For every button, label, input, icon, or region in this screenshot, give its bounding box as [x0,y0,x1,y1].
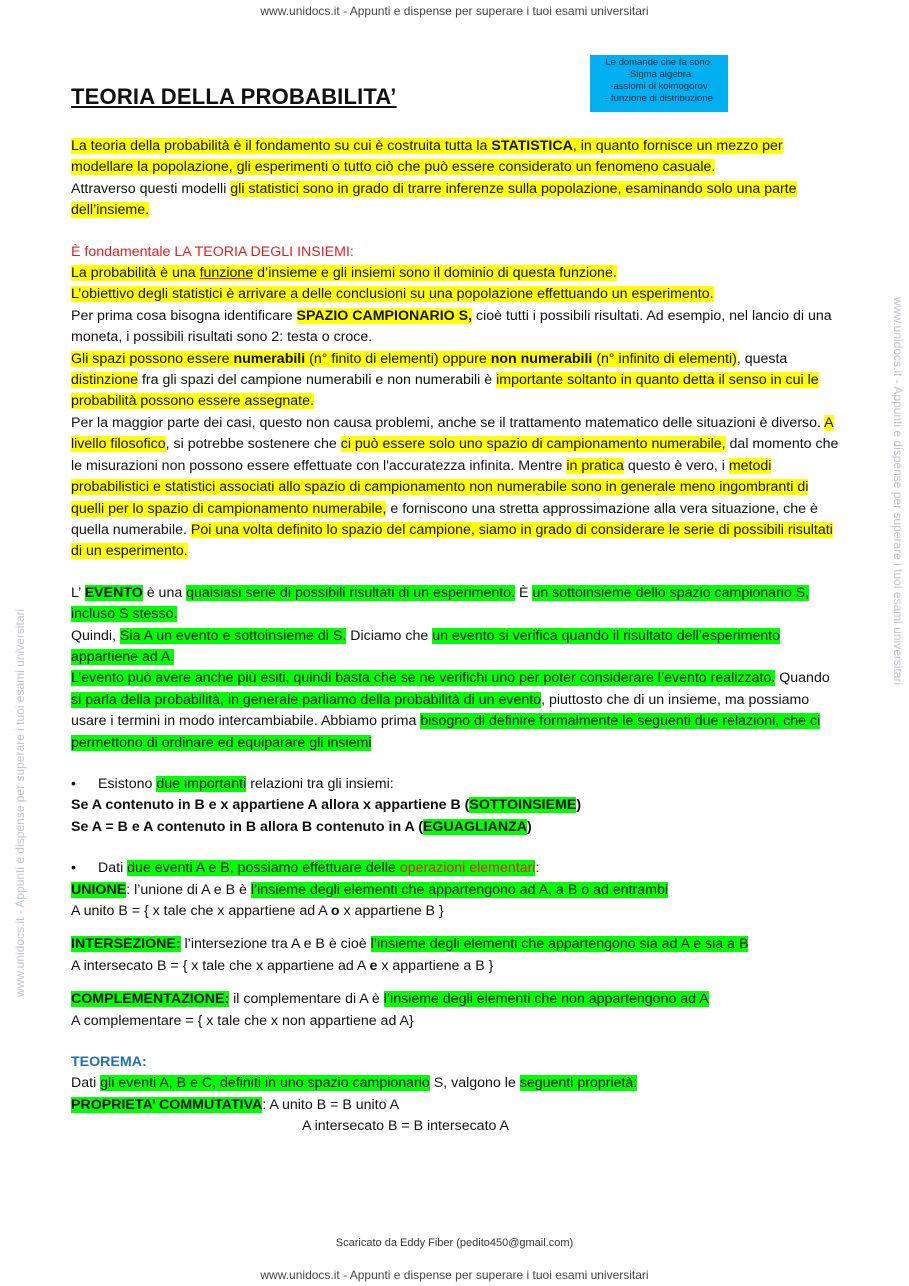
equality-relation: Se A = B e A contenuto in B allora B contenuto in A (EGUAGLIANZA) [71,818,532,835]
page-title: TEORIA DELLA PROBABILITA’ [71,84,397,109]
left-watermark: www.unidocs.it - Appunti e dispense per superare i tuoi esami universitari [13,608,27,997]
intro-paragraph: Attraverso questi modelli gli statistici sono in grado di trarre inferenze sulla popolazione, esaminando solo una parte dell’insieme. [71,180,797,219]
union-formula: A unito B = { x tale che x appartiene ad A o x appartiene B } [71,903,444,919]
commutative-property: PROPRIETA’ COMMUTATIVA: A unito B = B unito A [71,1096,400,1113]
document-body [71,136,839,1138]
note-line: - funzione di distribuzione [605,93,713,104]
sets-paragraph: Per prima cosa bisogna identificare SPAZIO CAMPIONARIO S, cioè tutti i possibili risultati. Ad esempio, nel lancio di una moneta, i possibili risultati sono 2: testa o croce. [71,307,832,346]
intersection-formula: A intersecato B = { x tale che x appartiene ad A e x appartiene a B } [71,957,494,974]
sets-paragraph: Gli spazi possono essere numerabili (n° finito di elementi) oppure non numerabili (n° infinito di elementi), questa distinzione fra gli spazi del campione numerabili e non numerabili è importante soltanto in quanto detta il senso in cui le probabilità possono essere assegnate. [71,350,819,410]
event-paragraph: Quindi, Sia A un evento e sottoinsieme di S. Diciamo che un evento si verifica quando il risultato dell’esperimento appartiene ad A. [71,627,781,665]
download-footer: Scaricato da Eddy Fiber (pedito450@gmail.com) [335,1237,574,1249]
theorem-paragraph: Dati gli eventi A, B e C, definiti in uno spazio campionario S, valgono le seguenti proprietà: [71,1075,638,1092]
operations-bullet: • Dati due eventi A e B, possiamo effettuare delle operazioni elementari: [71,860,540,877]
relations-bullet: • Esistono due importanti relazioni tra gli insiemi: [71,775,394,792]
commutative-property-intersection: A intersecato B = B intersecato A [302,1118,510,1135]
bottom-watermark-banner: www.unidocs.it - Appunti e dispense per superare i tuoi esami universitari [260,1268,649,1282]
top-watermark-banner: www.unidocs.it - Appunti e dispense per superare i tuoi esami universitari [260,4,649,18]
note-line: -assiomi di kolmogorov [610,81,708,92]
note-line: -Sigma algebra [626,69,692,80]
event-paragraph: L’evento può avere anche più esiti, quindi basta che se ne verifichi uno per poter considerare l’evento realizzato. Quando si parla della probabilità, in generale parliamo della probabilità di un evento, piuttosto che di un insieme, ma possiamo usare i termini in modo intercambiabile. Abbiamo prima bisogno di definire formalmente le seguenti due relazioni, che ci permettono di ordinare ed equiparare gli insiemi [71,670,830,751]
section-heading: È fondamentale LA TEORIA DEGLI INSIEMI: [71,243,354,260]
intersection-definition: INTERSEZIONE: l’intersezione tra A e B è cioè l’insieme degli elementi che appartengono sia ad A e sia a B [71,936,749,953]
event-paragraph: L’ EVENTO è una qualsiasi serie di possibili risultati di un esperimento. È un sottoinsieme dello spazio campionario S, incluso S stesso. [71,584,810,623]
subset-relation: Se A contenuto in B e x appartiene A allora x appartiene B (SOTTOINSIEME) [71,797,582,814]
complement-formula: A complementare = { x tale che x non appartiene ad A} [71,1012,414,1029]
sets-paragraph: L’obiettivo degli statistici è arrivare a delle conclusioni su una popolazione effettuando un esperimento. [71,286,714,303]
theorem-heading: TEOREMA: [71,1054,147,1071]
sets-paragraph: La probabilità è una funzione d’insieme e gli insiemi sono il dominio di questa funzione. [71,265,617,282]
right-watermark: www.unidocs.it - Appunti e dispense per superare i tuoi esami universitari [891,297,905,686]
union-definition: UNIONE: l’unione di A e B è l’insieme degli elementi che appartengono ad A, a B o ad entrambi [71,881,669,898]
complement-definition: COMPLEMENTAZIONE: il complementare di A è l’insieme degli elementi che non appartengono ad A [71,991,709,1008]
intro-paragraph: La teoria della probabilità è il fondamento su cui è costruita tutta la STATISTICA, in quanto fornisce un mezzo per modellare la popolazione, gli esperimenti o tutto ciò che può essere considerato un fenomeno casuale. [71,138,783,176]
sets-paragraph: Per la maggior parte dei casi, questo non causa problemi, anche se il trattamento matematico delle situazioni è diverso. A livello filosofico, si potrebbe sostenere che ci può essere solo uno spazio di campionamento numerabile, dal momento che le misurazioni non possono essere effettuate con l'accuratezza infinita. Mentre in pratica questo è vero, i metodi probabilistici e statistici associati allo spazio di campionamento non numerabile sono in generale meno ingombranti di quelli per lo spazio di campionamento numerabile, e forniscono una stretta approssimazione alla vera situazione, che è quella numerabile. Poi una volta definito lo spazio del campione, siamo in grado di considerare le serie di possibili risultati di un esperimento. [71,414,839,560]
note-line: Le domande che fa sono: [605,57,713,68]
exam-questions-note [590,55,728,112]
